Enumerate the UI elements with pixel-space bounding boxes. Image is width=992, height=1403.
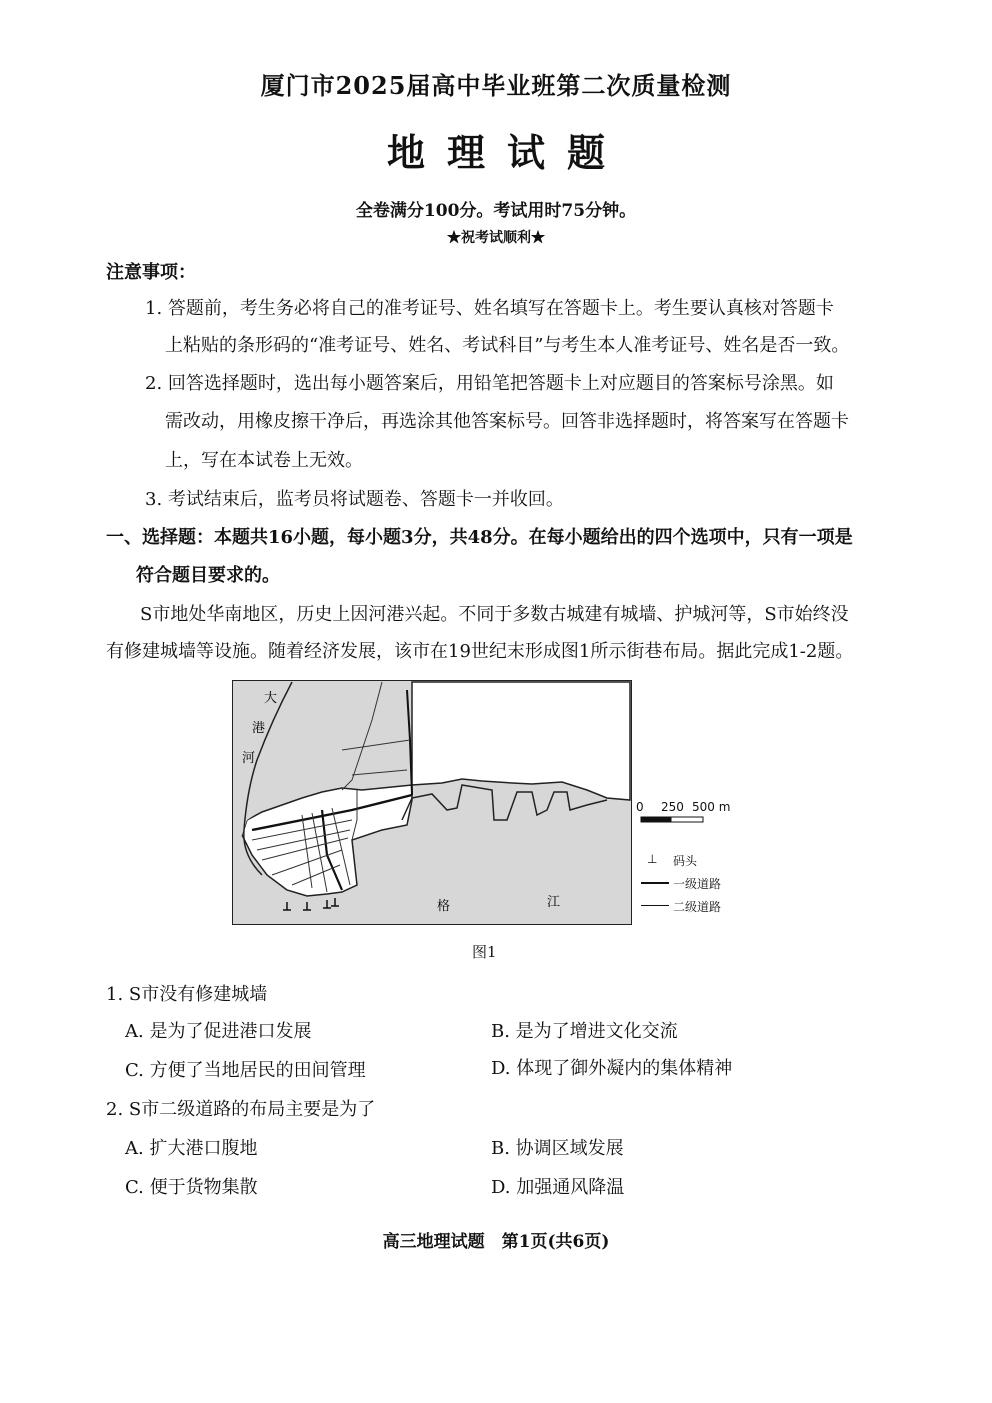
ge-label: 格 — [437, 899, 451, 914]
score-time: 全卷满分100分。考试用时75分钟。 — [355, 201, 637, 221]
section-instruction: 符合题目要求的。 — [136, 565, 280, 586]
pier-icon: ⊥ — [647, 852, 658, 866]
scale-zero: 0 — [636, 800, 644, 814]
jiang-label: 江 — [547, 895, 561, 910]
option-a[interactable]: A. 是为了促进港口发展 — [125, 1021, 312, 1042]
note-line: 上粘贴的条形码的“准考证号、姓名、考试科目”与考生本人准考证号、姓名是否一致。 — [165, 335, 850, 356]
page-footer: 高三地理试题 第1页(共6页) — [382, 1232, 610, 1252]
passage-line: 有修建城墙等设施。随着经济发展，该市在19世纪末形成图1所示街巷布局。据此完成1-2题。 — [106, 641, 854, 662]
note-line: 3. 考试结束后，监考员将试题卷、答题卡一并收回。 — [145, 489, 564, 510]
legend-pier: 码头 — [673, 854, 698, 868]
scale-end: 500 m — [692, 800, 731, 814]
option-b[interactable]: B. 是为了增进文化交流 — [491, 1021, 678, 1042]
option-d[interactable]: D. 加强通风降温 — [491, 1177, 625, 1198]
river-label: 大 — [264, 691, 278, 706]
scale-mid: 250 — [661, 800, 684, 814]
option-b[interactable]: B. 协调区域发展 — [491, 1138, 624, 1159]
note-line: 1. 答题前，考生务必将自己的准考证号、姓名填写在答题卡上。考生要认真核对答题卡 — [145, 298, 834, 319]
note-line: 2. 回答选择题时，选出每小题答案后，用铅笔把答题卡上对应题目的答案标号涂黑。如 — [145, 373, 834, 394]
figure-caption: 图1 — [472, 943, 497, 961]
river-label: 港 — [252, 721, 266, 736]
legend-primary: 一级道路 — [673, 877, 722, 891]
subject-title: 地理试题 — [386, 130, 627, 175]
option-c[interactable]: C. 方便了当地居民的田间管理 — [125, 1060, 366, 1081]
question-stem: 2. S市二级道路的布局主要是为了 — [106, 1099, 376, 1120]
notes-heading: 注意事项： — [106, 262, 196, 283]
option-c[interactable]: C. 便于货物集散 — [125, 1177, 258, 1198]
map-svg — [232, 680, 632, 925]
note-line: 需改动，用橡皮擦干净后，再选涂其他答案标号。回答非选择题时，将答案写在答题卡 — [165, 411, 849, 432]
passage-line: S市地处华南地区，历史上因河港兴起。不同于多数古城建有城墙、护城河等，S市始终没 — [140, 604, 849, 625]
legend-secondary: 二级道路 — [673, 900, 722, 914]
scale-bar — [640, 816, 710, 824]
option-a[interactable]: A. 扩大港口腹地 — [125, 1138, 258, 1159]
section-instruction: 一、选择题：本题共16小题，每小题3分，共48分。在每小题给出的四个选项中，只有一项是 — [106, 527, 853, 548]
secondary-road-swatch — [641, 905, 669, 906]
question-stem: 1. S市没有修建城墙 — [106, 984, 268, 1005]
option-d[interactable]: D. 体现了御外凝内的集体精神 — [491, 1058, 733, 1079]
note-line: 上，写在本试卷上无效。 — [165, 450, 363, 471]
wish-line: ★祝考试顺利★ — [447, 230, 545, 246]
exam-title: 厦门市2025届高中毕业班第二次质量检测 — [260, 71, 732, 100]
river-label: 河 — [242, 751, 256, 766]
figure-map — [232, 680, 632, 925]
primary-road-swatch — [641, 882, 669, 884]
